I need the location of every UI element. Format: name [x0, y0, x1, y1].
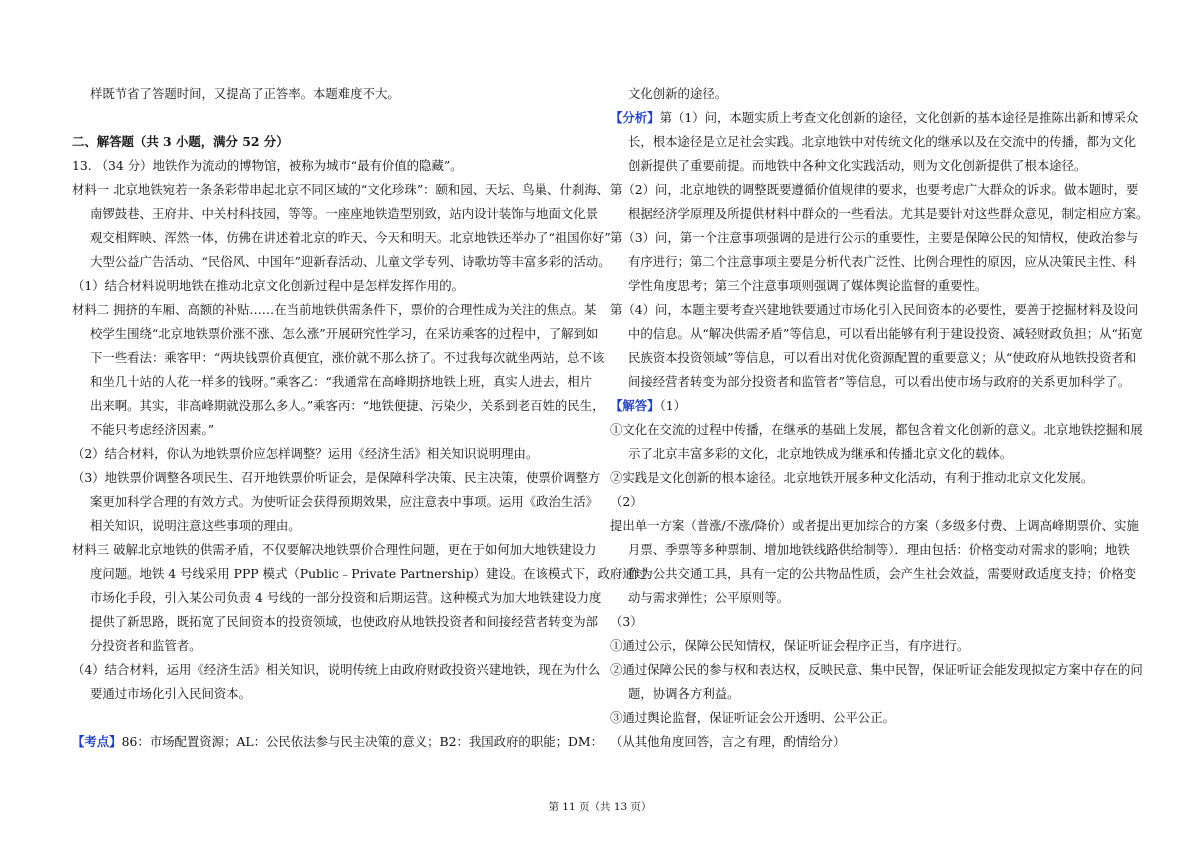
left-column-line — [90, 86, 400, 102]
line-text: 下一些看法：乘客甲：“两块钱票价真便宜，涨价就不那么挤了。不过我每次就坐两站，总不该 — [90, 350, 605, 365]
line-text: （2） — [610, 494, 643, 509]
right-column-line — [610, 710, 895, 726]
right-column-line — [610, 110, 1138, 126]
line-text: 第（4）问，本题主要考查兴建地铁要通过市场化引入民间资本的必要性，要善于挖掘材料及设问 — [610, 302, 1139, 317]
right-column-line — [628, 326, 1143, 342]
right-column-line — [610, 302, 1138, 318]
line-text: 二、解答题（共 3 小题，满分 52 分） — [72, 134, 289, 149]
line-text: 民族资本投资领域”等信息，可以看出对优化资源配置的重要意义；从“使政府从地铁投资者和 — [628, 350, 1137, 365]
line-text: 观交相辉映、浑然一体，仿佛在讲述着北京的昨天、今天和明天。北京地铁还举办了“祖国你好” — [90, 230, 611, 245]
line-text: 材料二 拥挤的车厢、高额的补贴……在当前地铁供需条件下，票价的合理性成为关注的焦点。某 — [72, 302, 597, 317]
line-text: 大型公益广告活动、“民俗风、中国年”迎新春活动、儿童文学专列、诗歌坊等丰富多彩的活动。 — [90, 254, 611, 269]
line-text: 13. （34 分）地铁作为流动的博物馆，被称为城市“最有价值的隐藏”。 — [72, 158, 463, 173]
line-text: 根据经济学原理及所提供材料中群众的一些看法。尤其是要针对这些群众意见，制定相应方案。 — [628, 206, 1149, 221]
line-text: 第（2）问，北京地铁的调整既要遵循价值规律的要求，也要考虑广大群众的诉求。做本题时，要 — [610, 182, 1139, 197]
line-text: 度问题。地铁 4 号线采用 PPP 模式（Public﹣Private Partnership）建设。在该模式下，政府通过 — [90, 566, 648, 581]
line-text: 动与需求弹性；公平原则等。 — [628, 590, 790, 605]
left-column-line — [90, 494, 598, 510]
left-column-line — [90, 590, 601, 606]
left-column-line — [72, 542, 596, 558]
section-tag: 【考点】 — [72, 734, 122, 749]
line-text: （1） — [659, 398, 687, 413]
line-text: 作为公共交通工具，具有一定的公共物品性质，会产生社会效益，需要财政适度支持；价格变 — [628, 566, 1137, 581]
line-text: 中的信息。从“解决供需矛盾”等信息，可以看出能够有利于建设投资、减轻财政负担；从“拓宽 — [628, 326, 1143, 341]
right-column-line — [610, 518, 1139, 534]
left-column-line — [72, 302, 596, 318]
left-column-line — [90, 326, 598, 342]
line-text: 第（3）问，第一个注意事项强调的是进行公示的重要性，主要是保障公民的知情权，使政治参与 — [610, 230, 1139, 245]
left-column-line — [72, 182, 609, 198]
left-column-line — [72, 662, 600, 678]
line-text: ①通过公示，保障公民知情权，保证听证会程序正当，有序进行。 — [610, 638, 970, 653]
line-text: 示了北京丰富多彩的文化，北京地铁成为继承和传播北京文化的载体。 — [628, 446, 1013, 461]
line-text: 出来啊。其实，非高峰期就没那么多人。”乘客丙：“地铁便捷、污染少，关系到老百姓的民生， — [90, 398, 605, 413]
left-column-line — [90, 254, 611, 270]
right-column-line — [628, 446, 1012, 462]
line-text: （3） — [610, 614, 643, 629]
right-column-line — [610, 422, 1143, 438]
left-column-line — [90, 518, 301, 534]
right-column-line — [610, 230, 1138, 246]
left-column-line — [90, 350, 604, 366]
right-column-line — [628, 590, 789, 606]
left-column-line — [72, 734, 603, 750]
left-column-line — [72, 470, 600, 486]
line-text: 题，协调各方利益。 — [628, 686, 740, 701]
line-text: 提供了新思路，既拓宽了民间资本的投资领域，也使政府从地铁投资者和间接经营者转变为部 — [90, 614, 599, 629]
line-text: 案更加科学合理的有效方式。为使听证会获得预期效果，应注意表中事项。运用《政治生活》 — [90, 494, 599, 509]
right-column-line — [628, 686, 740, 702]
line-text: （3）地铁票价调整各项民生、召开地铁票价听证会，是保障科学决策、民主决策，使票价调整方 — [72, 470, 601, 485]
line-text: （4）结合材料，运用《经济生活》相关知识，说明传统上由政府财政投资兴建地铁，现在为什么 — [72, 662, 601, 677]
line-text: 校学生围绕“北京地铁票价涨不涨、怎么涨”开展研究性学习，在采访乘客的过程中，了解到如 — [90, 326, 599, 341]
right-column-line — [628, 206, 1148, 222]
left-column-line — [90, 398, 604, 414]
line-text: 第（1）问，本题实质上考查文化创新的途径，文化创新的基本途径是推陈出新和博采众 — [659, 110, 1139, 125]
line-text: ③通过舆论监督，保证听证会公开透明、公平公正。 — [610, 710, 895, 725]
right-column-line — [628, 254, 1136, 270]
line-text: ②实践是文化创新的根本途径。北京地铁开展多种文化活动，有利于推动北京文化发展。 — [610, 470, 1094, 485]
left-column-line — [90, 566, 647, 582]
line-text: 学性角度思考；第三个注意事项则强调了媒体舆论监督的重要性。 — [628, 278, 988, 293]
right-column-line — [610, 494, 643, 510]
section-tag: 【分析】 — [610, 110, 660, 125]
left-column-line — [90, 374, 592, 390]
line-text: 有序进行；第二个注意事项主要是分析代表广泛性、比例合理性的原因，应从决策民主性、科 — [628, 254, 1137, 269]
left-column-line — [90, 230, 611, 246]
right-column-line — [610, 614, 643, 630]
left-column-line — [72, 446, 538, 462]
line-text: （1）结合材料说明地铁在推动北京文化创新过程中是怎样发挥作用的。 — [72, 278, 464, 293]
left-column-line — [90, 206, 598, 222]
right-column-line — [628, 278, 987, 294]
line-text: 长，根本途径是立足社会实践。北京地铁中对传统文化的继承以及在交流中的传播，都为文化 — [628, 134, 1137, 149]
line-text: 86：市场配置资源；AL：公民依法参与民主决策的意义；B2：我国政府的职能；DM： — [121, 734, 604, 749]
left-column-line — [72, 134, 289, 150]
line-text: 提出单一方案（普涨/不涨/降价）或者提出更加综合的方案（多级多付费、上调高峰期票价、实施 — [610, 518, 1139, 533]
right-column-line — [610, 734, 845, 750]
line-text: 和坐几十站的人花一样多的钱呀。”乘客乙：“我通常在高峰期挤地铁上班，真实人进去，相片 — [90, 374, 593, 389]
right-column-line — [610, 398, 686, 414]
section-tag: 【解答】 — [610, 398, 660, 413]
right-column-line — [610, 470, 1093, 486]
line-text: 创新提供了重要前提。而地铁中各种文化实践活动，则为文化创新提供了根本途径。 — [628, 158, 1087, 173]
line-text: 材料一 北京地铁宛若一条条彩带串起北京不同区域的“文化珍珠”：颐和园、天坛、鸟巢、什刹海、 — [72, 182, 610, 197]
right-column-line — [628, 542, 1130, 558]
line-text: （从其他角度回答，言之有理，酌情给分） — [610, 734, 846, 749]
line-text: ①文化在交流的过程中传播，在继承的基础上发展，都包含着文化创新的意义。北京地铁挖掘和展 — [610, 422, 1143, 437]
line-text: 南锣鼓巷、王府井、中关村科技园，等等。一座座地铁造型别致，站内设计装饰与地面文化景 — [90, 206, 599, 221]
right-column-line — [628, 134, 1136, 150]
page-footer: 第 11 页（共 13 页） — [548, 801, 652, 813]
left-column-line — [72, 158, 463, 174]
line-text: ②通过保障公民的参与权和表达权，反映民意、集中民智，保证听证会能发现拟定方案中存在的问 — [610, 662, 1143, 677]
line-text: 文化创新的途径。 — [628, 86, 728, 101]
right-column-line — [610, 182, 1138, 198]
right-column-line — [610, 638, 969, 654]
right-column-line — [628, 350, 1136, 366]
right-column-line — [628, 158, 1086, 174]
left-column-line — [72, 278, 464, 294]
right-column-line — [628, 566, 1136, 582]
left-column-line — [90, 614, 598, 630]
line-text: 分投资者和监管者。 — [90, 638, 202, 653]
right-column-line — [628, 86, 727, 102]
line-text: 样既节省了答题时间，又提高了正答率。本题难度不大。 — [90, 86, 400, 101]
line-text: （2）结合材料，你认为地铁票价应怎样调整？运用《经济生活》相关知识说明理由。 — [72, 446, 539, 461]
line-text: 材料三 破解北京地铁的供需矛盾，不仅要解决地铁票价合理性问题，更在于如何加大地铁建设力 — [72, 542, 597, 557]
line-text: 不能只考虑经济因素。” — [90, 422, 215, 437]
line-text: 市场化手段，引入某公司负责 4 号线的一部分投资和后期运营。这种模式为加大地铁建设力度 — [90, 590, 602, 605]
left-column-line — [90, 638, 202, 654]
line-text: 要通过市场化引入民间资本。 — [90, 686, 252, 701]
line-text: 月票、季票等多种票制、增加地铁线路供给制等）．理由包括：价格变动对需求的影响；地铁 — [628, 542, 1130, 557]
left-column-line — [90, 422, 214, 438]
right-column-line — [610, 662, 1143, 678]
line-text: 相关知识，说明注意这些事项的理由。 — [90, 518, 301, 533]
left-column-line — [90, 686, 251, 702]
line-text: 间接经营者转变为部分投资者和监管者”等信息，可以看出使市场与政府的关系更加科学了。 — [628, 374, 1130, 389]
right-column-line — [628, 374, 1130, 390]
